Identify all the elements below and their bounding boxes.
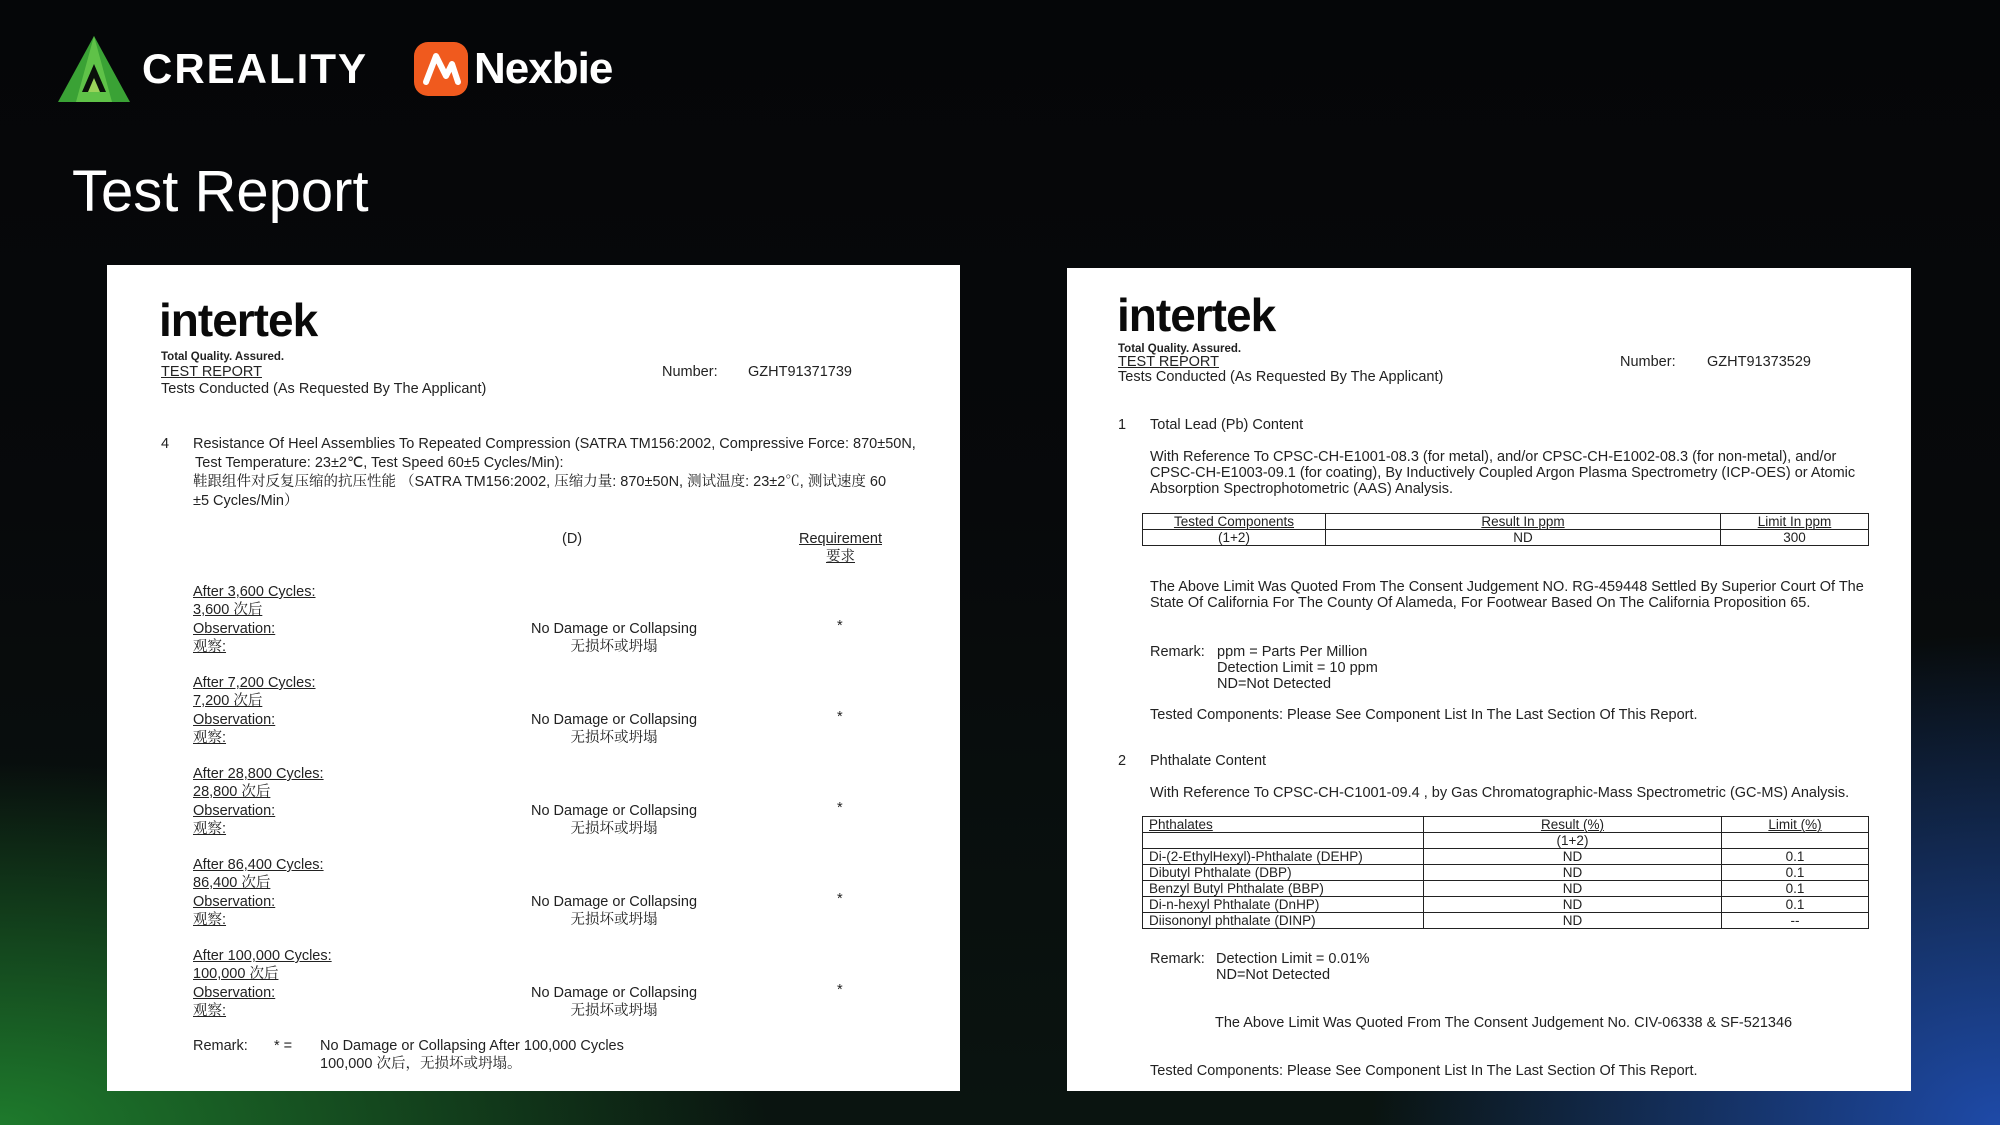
cycle-label: After 28,800 Cycles: xyxy=(193,766,324,782)
remark-label: Remark: xyxy=(1150,644,1205,660)
table-cell: Dibutyl Phthalate (DBP) xyxy=(1143,865,1424,881)
brand-header xyxy=(56,34,612,104)
table-cell: 300 xyxy=(1721,530,1869,546)
cycle-label: After 3,600 Cycles: xyxy=(193,584,316,600)
table-header-cell: Result (%) xyxy=(1424,817,1722,833)
observation-result: No Damage or Collapsing xyxy=(530,985,698,1001)
remark-detection-limit: Detection Limit = 0.01% xyxy=(1216,951,1370,967)
table-header-row xyxy=(1143,514,1869,530)
requirement-mark: * xyxy=(837,982,843,998)
table-cell: Di-n-hexyl Phthalate (DnHP) xyxy=(1143,897,1424,913)
requirement-mark: * xyxy=(837,891,843,907)
phthalate-table xyxy=(1142,816,1869,929)
section-1-title: Total Lead (Pb) Content xyxy=(1150,417,1304,433)
nexbie-wordmark: Nexbie xyxy=(474,44,613,93)
number-value: GZHT91371739 xyxy=(748,364,852,380)
section-2-title: Phthalate Content xyxy=(1150,753,1267,769)
section-line-3: 鞋跟组件对反复压缩的抗压性能 （SATRA TM156:2002, 压缩力量: 870±50N, 测试温度: 23±2℃, 测试速度 60 xyxy=(193,474,887,490)
table-cell: ND xyxy=(1424,897,1722,913)
observation-result-cn: 无损坏或坍塌 xyxy=(570,1003,658,1019)
cycle-label: After 100,000 Cycles: xyxy=(193,948,332,964)
number-label: Number: xyxy=(662,364,718,380)
page-title: Test Report xyxy=(72,159,369,224)
cycle-label-cn: 28,800 次后 xyxy=(193,784,271,800)
remark-nd: ND=Not Detected xyxy=(1216,967,1331,983)
section-2-note: The Above Limit Was Quoted From The Consent Judgement No. CIV-06338 & SF-521346 xyxy=(1215,1015,1793,1031)
cycle-label: After 7,200 Cycles: xyxy=(193,675,316,691)
table-row xyxy=(1143,849,1869,865)
table-row xyxy=(1143,881,1869,897)
cycle-label-cn: 7,200 次后 xyxy=(193,693,263,709)
table-subheader-row xyxy=(1143,833,1869,849)
tested-components-note: Tested Components: Please See Component List In The Last Section Of This Report. xyxy=(1150,707,1698,723)
table-cell: Diisononyl phthalate (DINP) xyxy=(1143,913,1424,929)
observation-result-cn: 无损坏或坍塌 xyxy=(570,730,658,746)
table-header-row xyxy=(1143,817,1869,833)
section-line-1: Resistance Of Heel Assemblies To Repeated Compression (SATRA TM156:2002, Compressive Force: 870±50N, xyxy=(193,436,916,452)
number-label: Number: xyxy=(1620,354,1676,370)
section-1-note-2: State Of California For The County Of Alameda, For Footwear Based On The California Proposition 65. xyxy=(1150,595,1811,611)
remark-text: No Damage or Collapsing After 100,000 Cycles xyxy=(320,1038,624,1054)
table-cell: 0.1 xyxy=(1722,897,1869,913)
section-1-number: 1 xyxy=(1118,417,1127,433)
observation-label-cn: 观察: xyxy=(193,730,227,746)
section-1-note-1: The Above Limit Was Quoted From The Consent Judgement NO. RG-459448 Settled By Superior Court Of The xyxy=(1150,579,1864,595)
requirement-header-cn: 要求 xyxy=(826,549,855,565)
number-value: GZHT91373529 xyxy=(1707,354,1811,370)
remark-nd: ND=Not Detected xyxy=(1217,676,1332,692)
cycle-label-cn: 86,400 次后 xyxy=(193,875,271,891)
observation-label-cn: 观察: xyxy=(193,1003,227,1019)
remark-text-cn: 100,000 次后，无损坏或坍塌。 xyxy=(320,1056,522,1072)
table-row xyxy=(1143,530,1869,546)
observation-label: Observation: xyxy=(193,621,276,637)
remark-detection-limit: Detection Limit = 10 ppm xyxy=(1217,660,1378,676)
cycle-label-cn: 100,000 次后 xyxy=(193,966,279,982)
lead-content-table xyxy=(1142,513,1869,546)
remark-label: Remark: xyxy=(193,1038,248,1054)
observation-result: No Damage or Collapsing xyxy=(530,712,698,728)
observation-result-cn: 无损坏或坍塌 xyxy=(570,821,658,837)
report-label: TEST REPORT xyxy=(1118,354,1219,370)
cycle-label-cn: 3,600 次后 xyxy=(193,602,263,618)
table-header-cell: Result In ppm xyxy=(1326,514,1721,530)
table-cell: ND xyxy=(1424,913,1722,929)
heel-compression-report xyxy=(107,265,960,1091)
conducted-note: Tests Conducted (As Requested By The Applicant) xyxy=(161,381,487,397)
section-line-2: Test Temperature: 23±2℃, Test Speed 60±5 Cycles/Min): xyxy=(195,455,564,471)
requirement-mark: * xyxy=(837,709,843,725)
table-cell xyxy=(1722,833,1869,849)
section-number: 4 xyxy=(161,436,170,452)
conducted-note: Tests Conducted (As Requested By The Applicant) xyxy=(1118,369,1444,385)
table-header-cell: Limit In ppm xyxy=(1721,514,1869,530)
chemical-content-report xyxy=(1067,268,1911,1091)
observation-label: Observation: xyxy=(193,985,276,1001)
cycle-label: After 86,400 Cycles: xyxy=(193,857,324,873)
table-cell xyxy=(1143,833,1424,849)
table-cell: Benzyl Butyl Phthalate (BBP) xyxy=(1143,881,1424,897)
requirement-mark: * xyxy=(837,800,843,816)
remark-star: * = xyxy=(274,1038,293,1054)
table-cell: (1+2) xyxy=(1143,530,1326,546)
table-cell: 0.1 xyxy=(1722,865,1869,881)
section-1-ref-2: CPSC-CH-E1003-09.1 (for coating), By Inductively Coupled Argon Plasma Spectrometry (ICP-OES) or Atomic xyxy=(1150,465,1856,481)
remark-ppm: ppm = Parts Per Million xyxy=(1217,644,1368,660)
observation-result-cn: 无损坏或坍塌 xyxy=(570,912,658,928)
table-cell: Di-(2-EthylHexyl)-Phthalate (DEHP) xyxy=(1143,849,1424,865)
observation-label: Observation: xyxy=(193,894,276,910)
intertek-tagline: Total Quality. Assured. xyxy=(1118,343,1242,355)
section-1-ref-3: Absorption Spectrophotometric (AAS) Analysis. xyxy=(1150,481,1454,497)
table-row xyxy=(1143,897,1869,913)
observation-result: No Damage or Collapsing xyxy=(530,894,698,910)
observation-label-cn: 观察: xyxy=(193,821,227,837)
table-header-cell: Phthalates xyxy=(1143,817,1424,833)
intertek-tagline: Total Quality. Assured. xyxy=(161,351,285,363)
observation-label: Observation: xyxy=(193,803,276,819)
creality-logo-icon xyxy=(56,34,132,104)
table-cell: ND xyxy=(1424,881,1722,897)
table-row xyxy=(1143,913,1869,929)
table-header-cell: Tested Components xyxy=(1143,514,1326,530)
column-d-header: (D) xyxy=(562,531,583,547)
requirement-header: Requirement xyxy=(799,531,883,547)
creality-wordmark: CREALITY xyxy=(142,45,368,92)
observation-result: No Damage or Collapsing xyxy=(530,803,698,819)
observation-label-cn: 观察: xyxy=(193,639,227,655)
requirement-mark: * xyxy=(837,618,843,634)
observation-result-cn: 无损坏或坍塌 xyxy=(570,639,658,655)
section-line-4: ±5 Cycles/Min） xyxy=(193,493,299,509)
intertek-logo: intertek xyxy=(1117,289,1276,341)
section-2-ref: With Reference To CPSC-CH-C1001-09.4 , by Gas Chromatographic-Mass Spectrometric (GC-MS) Analysis. xyxy=(1150,785,1850,801)
nexbie-logo-icon xyxy=(414,42,468,96)
observation-label: Observation: xyxy=(193,712,276,728)
report-label: TEST REPORT xyxy=(161,364,262,380)
table-subheader-cell: (1+2) xyxy=(1424,833,1722,849)
table-cell: -- xyxy=(1722,913,1869,929)
section-2-number: 2 xyxy=(1118,753,1127,769)
remark-label: Remark: xyxy=(1150,951,1205,967)
observation-result: No Damage or Collapsing xyxy=(530,621,698,637)
table-row xyxy=(1143,865,1869,881)
intertek-logo: intertek xyxy=(159,294,318,346)
tested-components-note: Tested Components: Please See Component List In The Last Section Of This Report. xyxy=(1150,1063,1698,1079)
table-cell: ND xyxy=(1424,849,1722,865)
section-1-ref-1: With Reference To CPSC-CH-E1001-08.3 (for metal), and/or CPSC-CH-E1002-08.3 (for non-metal), and/or xyxy=(1150,449,1837,465)
table-cell: ND xyxy=(1424,865,1722,881)
observation-label-cn: 观察: xyxy=(193,912,227,928)
table-header-cell: Limit (%) xyxy=(1722,817,1869,833)
table-cell: ND xyxy=(1326,530,1721,546)
table-cell: 0.1 xyxy=(1722,849,1869,865)
table-cell: 0.1 xyxy=(1722,881,1869,897)
